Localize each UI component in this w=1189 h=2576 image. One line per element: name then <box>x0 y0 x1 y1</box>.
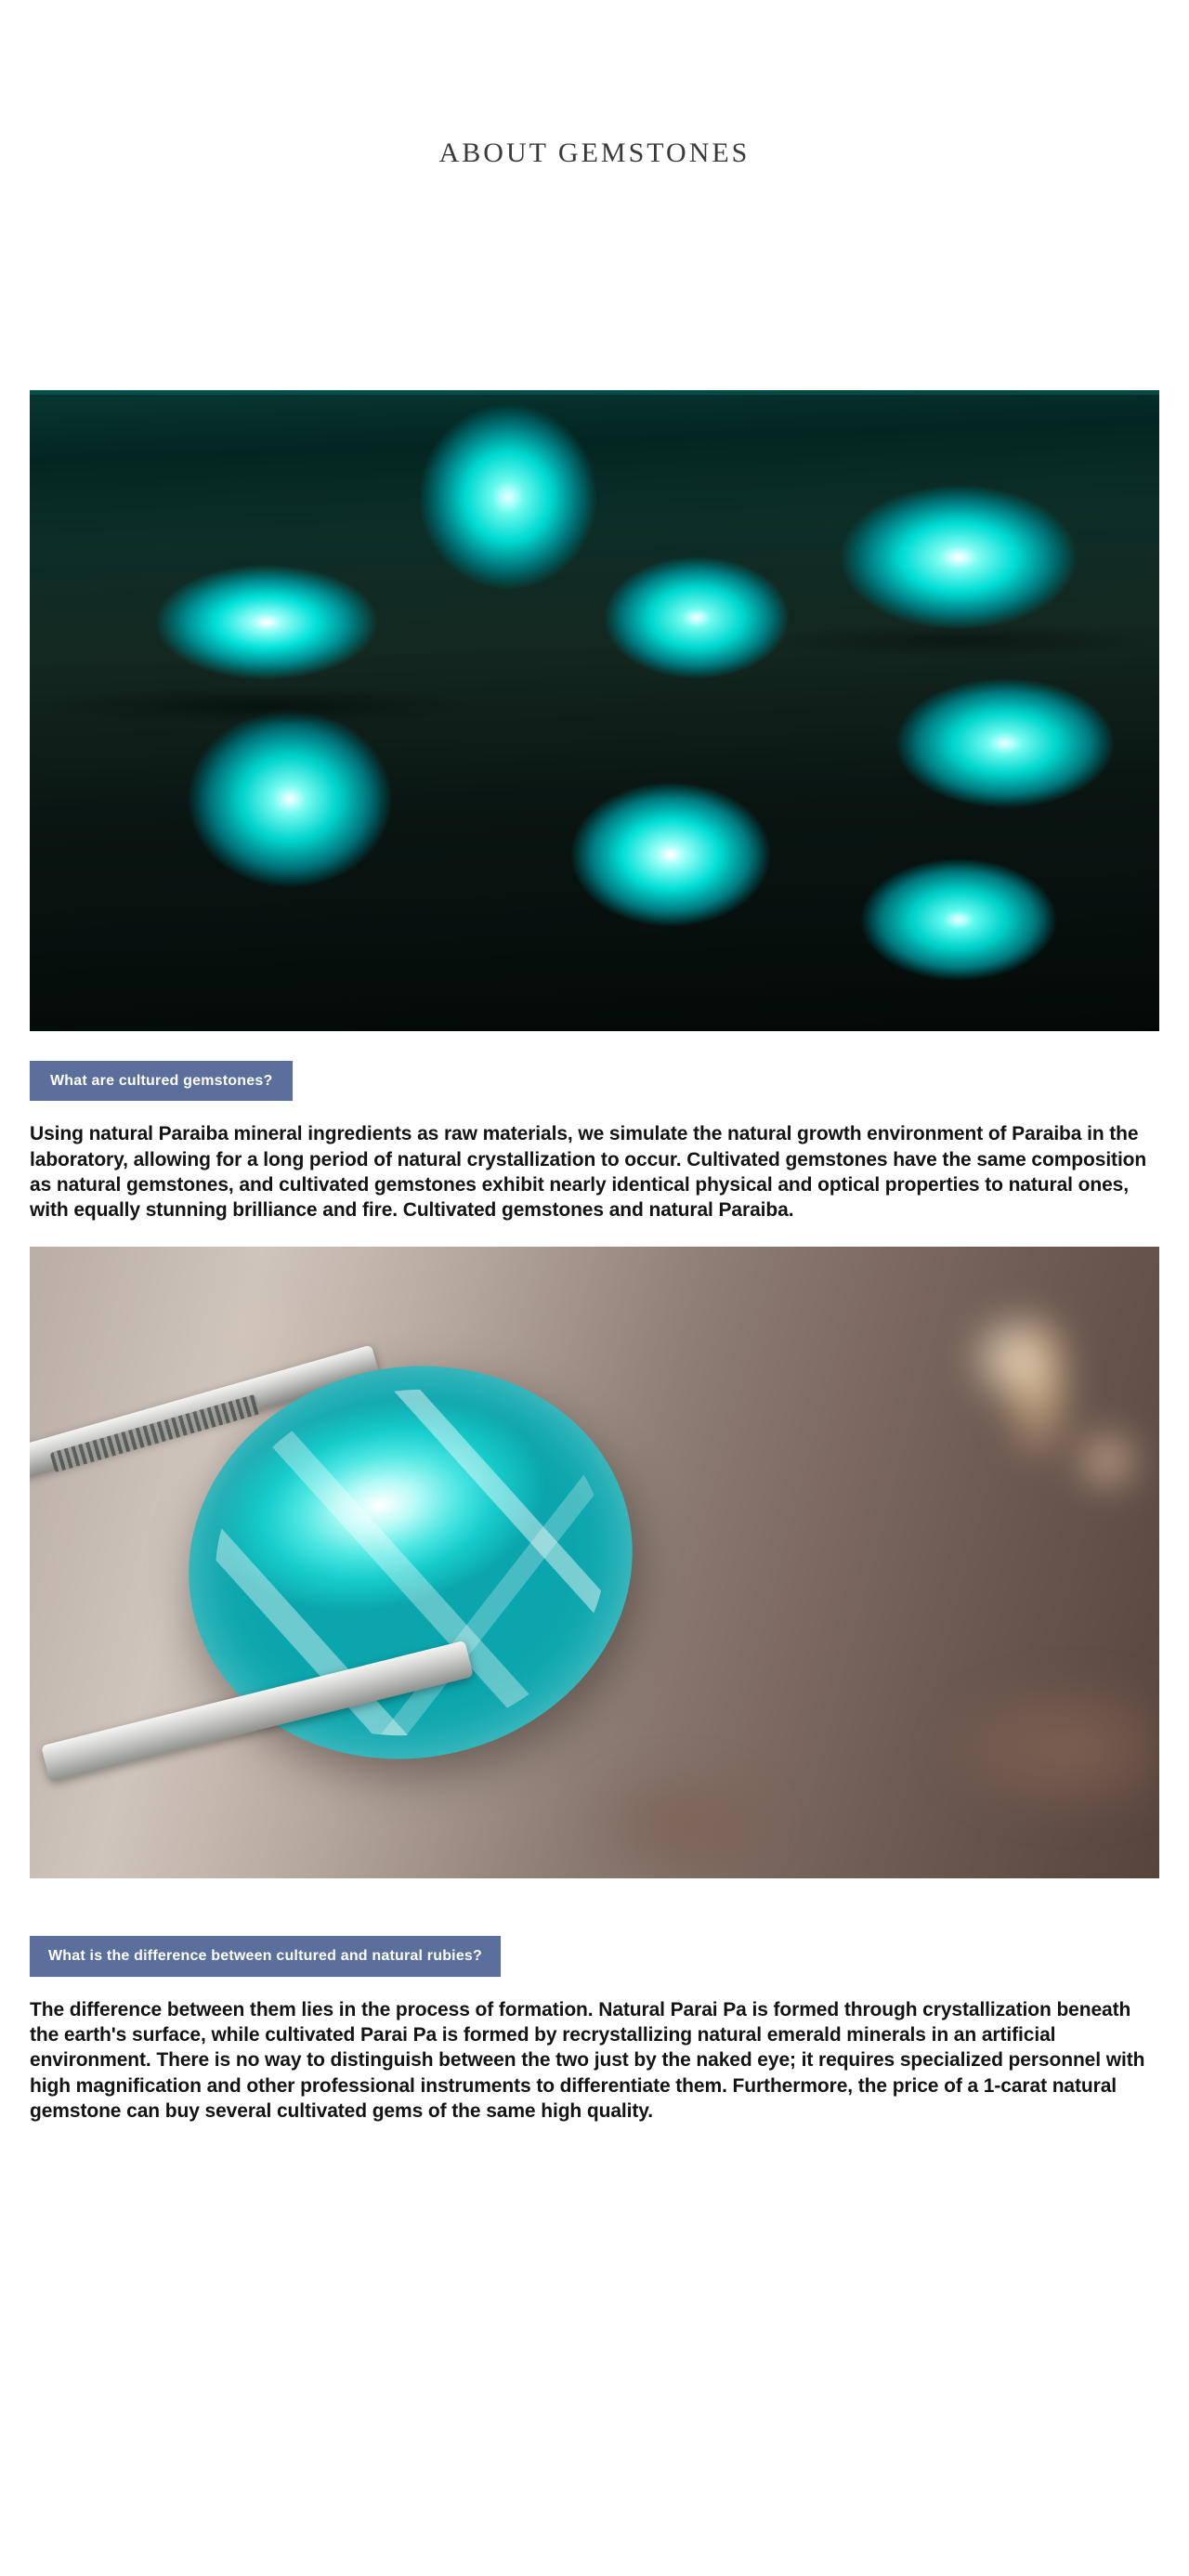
question-badge-cultured-gemstones: What are cultured gemstones? <box>30 1061 293 1101</box>
paraiba-gemstone-tweezers-photo <box>30 1247 1159 1878</box>
answer-text-cultured-vs-natural: The difference between them lies in the process of formation. Natural Parai Pa is formed through crystallization beneath the earth's surface, while cultivated Parai Pa is formed by recrystallizing natural emerald minerals in an artificial environment. There is no way to distinguish between the two just by the naked eye; it requires specialized personnel with high magnification and other professional instruments to differentiate them. Furthermore, the price of a 1-carat natural gemstone can buy several cultivated gems of the same high quality. <box>30 1998 1145 2122</box>
answer-text-cultured-gemstones: Using natural Paraiba mineral ingredients as raw materials, we simulate the natural growth environment of Paraiba in the laboratory, allowing for a long period of natural crystallization to occur. Cultivated gemstones have the same composition as natural gemstones, and cultivated gemstones exhibit nearly identical physical and optical properties to natural ones, with equally stunning brilliance and fire. Cultivated gemstones and natural Paraiba. <box>30 1123 1147 1222</box>
page-title: ABOUT GEMSTONES <box>438 137 751 169</box>
page-content <box>0 390 1189 2180</box>
paraiba-gemstones-collection-photo <box>30 390 1159 1031</box>
about-gemstones-page <box>0 19 1189 2180</box>
question-badge-cultured-vs-natural: What is the difference between cultured and natural rubies? <box>30 1936 501 1976</box>
section-spacer <box>30 1878 1159 1906</box>
page-footer-spacer <box>30 2143 1159 2180</box>
gemstone-photo-graphic <box>30 390 1159 1031</box>
